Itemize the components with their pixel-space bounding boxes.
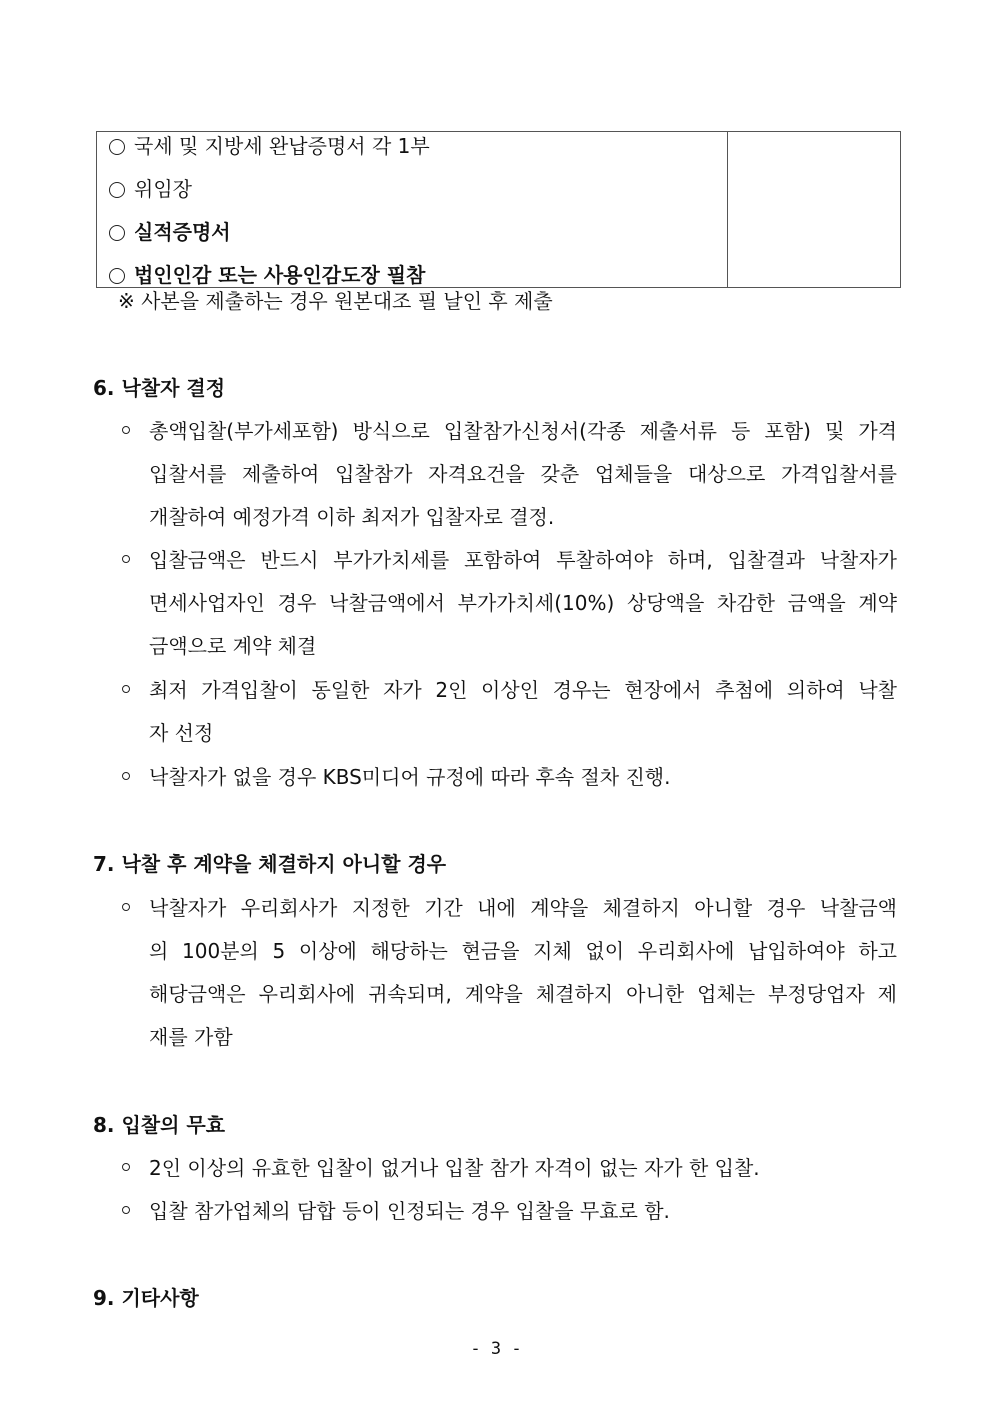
table-item [109,133,430,159]
section-heading: 9. 기타사항 [93,1286,199,1310]
item-line: 낙찰자가 없을 경우 KBS미디어 규정에 따라 후속 절차 진행. [149,765,671,789]
table-item-text: 실적증명서 [134,220,231,244]
item-line: 의 100분의 5 이상에 해당하는 현금을 지체 없이 우리회사에 납입하여야 하고 [149,939,897,963]
bullet-icon [122,410,144,453]
section-heading: 7. 낙찰 후 계약을 체결하지 아니할 경우 [93,852,447,876]
list-item [122,1190,897,1233]
item-line: 2인 이상의 유효한 입찰이 없거나 입찰 참가 자격이 없는 자가 한 입찰. [149,1156,760,1180]
list-item [122,887,897,1059]
list-item [122,410,897,539]
table-item-text: 위임장 [134,177,192,201]
item-line: 낙찰자가 우리회사가 지정한 기간 내에 계약을 체결하지 아니할 경우 낙찰금액 [149,896,897,920]
bullet-icon [122,669,144,712]
section-heading: 8. 입찰의 무효 [93,1113,226,1137]
item-line: 입찰금액은 반드시 부가가치세를 포함하여 투찰하여야 하며, 입찰결과 낙찰자가 [149,548,897,572]
circle-bullet-icon [109,139,125,155]
item-line: 금액으로 계약 체결 [149,634,317,658]
item-line: 입찰서를 제출하여 입찰참가 자격요건을 갖춘 업체들을 대상으로 가격입찰서를 [149,462,897,486]
item-line: 최저 가격입찰이 동일한 자가 2인 이상인 경우는 현장에서 추첨에 의하여 낙찰 [149,678,897,702]
circle-bullet-icon [109,268,125,284]
table-column-divider [727,132,728,287]
circle-bullet-icon [109,225,125,241]
copy-submission-note: ※ 사본을 제출하는 경우 원본대조 필 날인 후 제출 [118,289,553,313]
item-line: 개찰하여 예정가격 이하 최저가 입찰자로 결정. [149,505,555,529]
section-heading: 6. 낙찰자 결정 [93,376,226,400]
list-item [122,1147,897,1190]
list-item [122,669,897,755]
circle-bullet-icon [109,182,125,198]
list-item [122,539,897,668]
bullet-icon [122,539,144,582]
bullet-icon [122,1190,144,1233]
item-line: 재를 가함 [149,1025,233,1049]
page-number: - 3 - [470,1339,522,1359]
required-documents-table [96,131,901,288]
bullet-icon [122,1147,144,1190]
table-item [109,262,425,288]
item-line: 해당금액은 우리회사에 귀속되며, 계약을 체결하지 아니한 업체는 부정당업자 제 [149,982,897,1006]
bullet-icon [122,887,144,930]
list-item [122,756,897,799]
bullet-icon [122,756,144,799]
table-item-text: 국세 및 지방세 완납증명서 각 1부 [134,134,430,158]
item-line: 입찰 참가업체의 담합 등이 인정되는 경우 입찰을 무효로 함. [149,1199,670,1223]
item-line: 총액입찰(부가세포함) 방식으로 입찰참가신청서(각종 제출서류 등 포함) 및 가격 [149,419,897,443]
table-item [109,219,231,245]
item-line: 자 선정 [149,721,214,745]
table-item-text: 법인인감 또는 사용인감도장 필참 [134,263,426,287]
item-line: 면세사업자인 경우 낙찰금액에서 부가가치세(10%) 상당액을 차감한 금액을 계약 [149,591,897,615]
table-item [109,176,192,202]
